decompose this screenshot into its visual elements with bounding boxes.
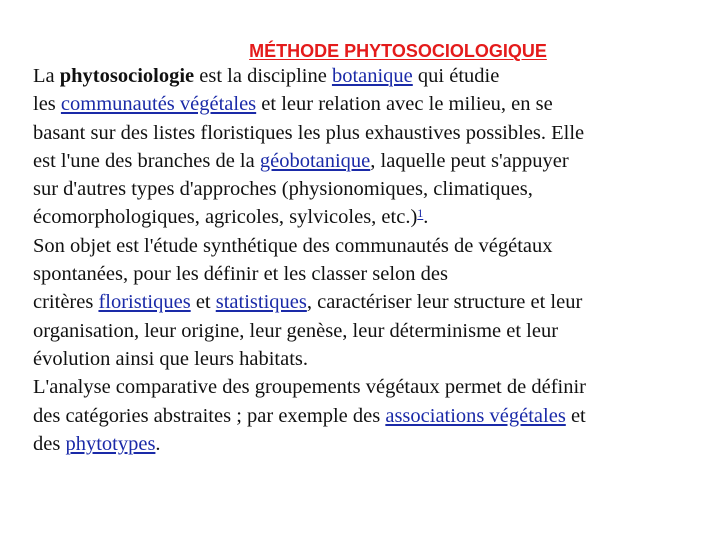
link-associations-vegetales[interactable]: associations végétales xyxy=(385,404,566,427)
text-segment: écomorphologiques, agricoles, sylvicoles, etc.) xyxy=(33,206,418,229)
link-botanique[interactable]: botanique xyxy=(331,65,413,87)
text-line xyxy=(33,430,693,458)
text-segment: qui étudie xyxy=(412,65,500,87)
text-segment: , caractériser leur structure et leur xyxy=(306,291,583,314)
text-line xyxy=(33,402,693,430)
link-geobotanique[interactable]: géobotanique xyxy=(259,149,371,172)
text-line: sur d'autres types d'approches (physionomiques, climatiques, xyxy=(33,178,533,201)
text-line: spontanées, pour les définir et les classer selon des xyxy=(33,263,449,286)
text-segment: critères xyxy=(33,291,99,314)
link-phytotypes[interactable]: phytotypes xyxy=(65,432,156,455)
text-line: L'analyse comparative des groupements végétaux permet de définir xyxy=(33,376,586,399)
text-segment: La xyxy=(33,65,60,87)
text-line: évolution ainsi que leurs habitats. xyxy=(33,347,308,370)
text-segment: . xyxy=(155,432,161,455)
text-segment: les xyxy=(33,93,61,116)
text-line: basant sur des listes floristiques les plus exhaustives possibles. Elle xyxy=(33,121,585,144)
text-line xyxy=(33,62,693,90)
text-segment: , laquelle peut s'appuyer xyxy=(370,149,569,172)
link-floristiques[interactable]: floristiques xyxy=(98,291,191,314)
text-line xyxy=(33,288,693,316)
text-line: organisation, leur origine, leur genèse, leur déterminisme et leur xyxy=(33,319,559,342)
page-title: MÉTHODE PHYTOSOCIOLOGIQUE xyxy=(249,41,547,61)
link-statistiques[interactable]: statistiques xyxy=(215,291,307,314)
text-segment: et xyxy=(190,291,216,314)
term-phytosociologie: phytosociologie xyxy=(59,65,195,87)
text-line xyxy=(33,203,693,231)
reference-link[interactable]: 1 xyxy=(417,206,424,221)
text-line xyxy=(33,147,693,175)
text-line: Son objet est l'étude synthétique des communautés de végétaux xyxy=(33,234,553,257)
text-segment: et leur relation avec le milieu, en se xyxy=(256,93,553,116)
slide-content xyxy=(33,40,693,458)
text-segment: . xyxy=(423,206,429,229)
text-segment: des xyxy=(33,432,66,455)
text-line xyxy=(33,90,693,118)
text-segment: des catégories abstraites ; par exemple des xyxy=(33,404,386,427)
text-segment: et xyxy=(565,404,586,427)
text-segment: est l'une des branches de la xyxy=(33,149,260,172)
text-segment: est la discipline xyxy=(194,65,332,87)
body-text xyxy=(33,62,693,458)
link-communautes-vegetales[interactable]: communautés végétales xyxy=(60,93,257,116)
